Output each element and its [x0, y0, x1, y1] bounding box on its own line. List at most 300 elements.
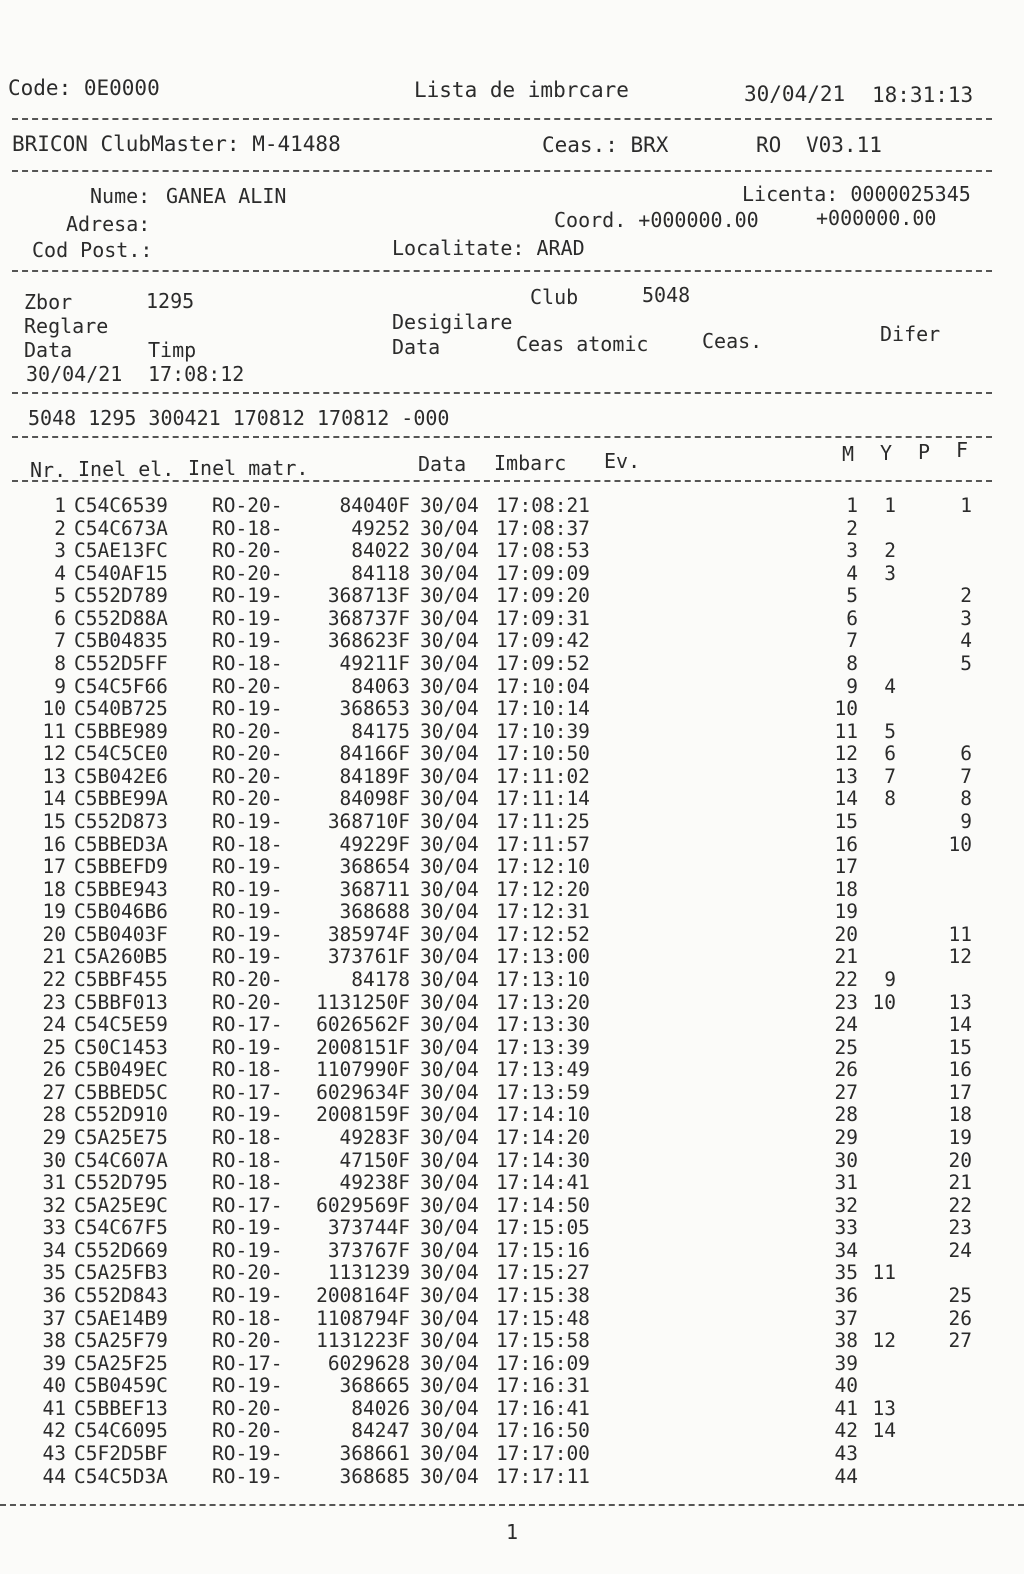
table-row — [0, 1284, 1024, 1306]
row-imbarc: 17:08:53 — [496, 539, 590, 563]
row-nr: 30 — [42, 1148, 66, 1172]
table-row — [0, 1442, 1024, 1464]
row-inel-matr: 84175 — [351, 719, 410, 743]
row-inel-matr: 368685 — [339, 1464, 410, 1488]
version-label: V03.11 — [806, 133, 882, 157]
row-ro: RO-19- — [212, 584, 283, 608]
row-imbarc: 17:11:14 — [496, 787, 590, 811]
row-nr: 26 — [42, 1058, 66, 1082]
col-inel-matr: Inel matr. — [188, 456, 309, 480]
row-imbarc: 17:14:20 — [496, 1125, 590, 1149]
row-ro: RO-20- — [212, 990, 283, 1014]
row-inel-el: C5BBED5C — [74, 1080, 168, 1104]
row-m: 9 — [846, 674, 858, 698]
table-row — [0, 742, 1024, 764]
row-ro: RO-18- — [212, 1125, 283, 1149]
row-f: 13 — [948, 990, 972, 1014]
row-inel-matr: 49283F — [339, 1125, 410, 1149]
row-data: 30/04 — [420, 922, 479, 946]
row-m: 3 — [846, 539, 858, 563]
localitate: Localitate: ARAD — [392, 236, 585, 260]
row-inel-el: C54C5D3A — [74, 1464, 168, 1488]
row-inel-matr: 6029634F — [316, 1080, 410, 1104]
row-m: 38 — [834, 1329, 858, 1353]
row-ro: RO-17- — [212, 1080, 283, 1104]
row-data: 30/04 — [420, 1396, 479, 1420]
divider — [12, 436, 992, 438]
row-m: 28 — [834, 1103, 858, 1127]
region-label: RO — [756, 133, 782, 157]
table-row — [0, 1329, 1024, 1351]
row-m: 42 — [834, 1419, 858, 1443]
row-m: 16 — [834, 832, 858, 856]
row-inel-matr: 49211F — [339, 651, 410, 675]
row-imbarc: 17:10:39 — [496, 719, 590, 743]
table-row — [0, 697, 1024, 719]
table-row — [0, 1058, 1024, 1080]
row-nr: 34 — [42, 1238, 66, 1262]
divider — [12, 170, 992, 172]
adresa-label: Adresa: — [66, 212, 151, 236]
row-f: 1 — [960, 494, 972, 517]
row-m: 29 — [834, 1125, 858, 1149]
row-f: 25 — [948, 1283, 972, 1307]
row-ro: RO-19- — [212, 1035, 283, 1059]
row-m: 27 — [834, 1080, 858, 1104]
row-inel-el: C54C67F5 — [74, 1216, 168, 1240]
table-row — [0, 1036, 1024, 1058]
row-nr: 21 — [42, 945, 66, 969]
table-row — [0, 1239, 1024, 1261]
doc-date: 30/04/21 — [744, 82, 846, 106]
row-m: 15 — [834, 809, 858, 833]
row-imbarc: 17:12:20 — [496, 877, 590, 901]
row-f: 9 — [960, 809, 972, 833]
row-ro: RO-19- — [212, 945, 283, 969]
row-ro: RO-18- — [212, 1171, 283, 1195]
row-data: 30/04 — [420, 1080, 479, 1104]
row-imbarc: 17:15:58 — [496, 1329, 590, 1353]
row-ro: RO-19- — [212, 629, 283, 653]
row-ro: RO-19- — [212, 1464, 283, 1488]
row-inel-matr: 2008151F — [316, 1035, 410, 1059]
row-ro: RO-20- — [212, 1396, 283, 1420]
row-nr: 43 — [42, 1441, 66, 1465]
divider — [12, 270, 992, 272]
row-inel-el: C54C6539 — [74, 494, 168, 517]
row-imbarc: 17:11:57 — [496, 832, 590, 856]
row-nr: 33 — [42, 1216, 66, 1240]
row-nr: 42 — [42, 1419, 66, 1443]
row-inel-matr: 368737F — [327, 606, 410, 630]
row-inel-el: C5A25FB3 — [74, 1261, 168, 1285]
row-inel-matr: 368665 — [339, 1374, 410, 1398]
row-inel-matr: 49238F — [339, 1171, 410, 1195]
row-inel-matr: 1131250F — [316, 990, 410, 1014]
divider — [12, 392, 992, 394]
row-inel-matr: 385974F — [327, 922, 410, 946]
row-data: 30/04 — [420, 1419, 479, 1443]
row-inel-matr: 6029628 — [327, 1351, 410, 1375]
row-ro: RO-20- — [212, 1419, 283, 1443]
doc-code: Code: 0E0000 — [8, 76, 160, 100]
row-inel-el: C54C673A — [74, 516, 168, 540]
row-nr: 29 — [42, 1125, 66, 1149]
row-inel-el: C5BBED3A — [74, 832, 168, 856]
row-imbarc: 17:17:11 — [496, 1464, 590, 1488]
data2-label: Data — [392, 335, 441, 359]
row-nr: 3 — [54, 539, 66, 563]
club-value: 5048 — [642, 283, 691, 307]
row-data: 30/04 — [420, 1441, 479, 1465]
row-nr: 40 — [42, 1374, 66, 1398]
row-m: 5 — [846, 584, 858, 608]
row-m: 26 — [834, 1058, 858, 1082]
row-m: 10 — [834, 697, 858, 721]
row-y: 9 — [884, 967, 896, 991]
row-inel-matr: 2008164F — [316, 1283, 410, 1307]
table-row — [0, 720, 1024, 742]
row-imbarc: 17:09:31 — [496, 606, 590, 630]
data-label: Data — [24, 338, 73, 362]
row-inel-matr: 368688 — [339, 900, 410, 924]
table-row — [0, 878, 1024, 900]
row-data: 30/04 — [420, 787, 479, 811]
row-f: 19 — [948, 1125, 972, 1149]
row-ro: RO-19- — [212, 922, 283, 946]
row-inel-el: C5A260B5 — [74, 945, 168, 969]
row-data: 30/04 — [420, 1329, 479, 1353]
row-imbarc: 17:17:00 — [496, 1441, 590, 1465]
row-data: 30/04 — [420, 1035, 479, 1059]
row-inel-matr: 1131239 — [327, 1261, 410, 1285]
row-data: 30/04 — [420, 1374, 479, 1398]
row-y: 2 — [884, 539, 896, 563]
row-m: 14 — [834, 787, 858, 811]
row-ro: RO-20- — [212, 1329, 283, 1353]
row-inel-matr: 84098F — [339, 787, 410, 811]
row-ro: RO-17- — [212, 1351, 283, 1375]
col-inel-el: Inel el. — [78, 457, 175, 481]
row-ro: RO-18- — [212, 651, 283, 675]
row-m: 7 — [846, 629, 858, 653]
row-nr: 22 — [42, 967, 66, 991]
row-ro: RO-18- — [212, 1306, 283, 1330]
difer-label: Difer — [880, 322, 941, 346]
col-ev: Ev. — [604, 449, 641, 473]
row-imbarc: 17:16:09 — [496, 1351, 590, 1375]
row-inel-el: C5F2D5BF — [74, 1441, 168, 1465]
row-ro: RO-19- — [212, 1238, 283, 1262]
row-m: 18 — [834, 877, 858, 901]
divider — [12, 480, 992, 482]
table-row — [0, 1103, 1024, 1125]
col-f: F — [956, 438, 969, 462]
row-nr: 44 — [42, 1464, 66, 1488]
row-imbarc: 17:15:27 — [496, 1261, 590, 1285]
doc-time: 18:31:13 — [872, 83, 974, 107]
row-inel-el: C5A25E9C — [74, 1193, 168, 1217]
row-f: 17 — [948, 1080, 972, 1104]
row-f: 8 — [960, 787, 972, 811]
row-m: 40 — [834, 1374, 858, 1398]
divider — [12, 118, 992, 120]
row-data: 30/04 — [420, 742, 479, 766]
ceas-atomic-label: Ceas atomic — [516, 332, 649, 356]
row-ro: RO-19- — [212, 900, 283, 924]
row-nr: 6 — [54, 606, 66, 630]
clubmaster-label: BRICON ClubMaster: M-41488 — [12, 132, 341, 156]
row-inel-el: C5B049EC — [74, 1058, 168, 1082]
row-y: 4 — [884, 674, 896, 698]
col-data: Data — [418, 452, 467, 476]
row-inel-matr: 373761F — [327, 945, 410, 969]
row-y: 10 — [872, 990, 896, 1014]
row-y: 13 — [872, 1396, 896, 1420]
row-nr: 13 — [42, 764, 66, 788]
row-data: 30/04 — [420, 1103, 479, 1127]
col-imbarc: Imbarc — [494, 451, 567, 475]
row-nr: 9 — [54, 674, 66, 698]
row-inel-el: C540B725 — [74, 697, 168, 721]
row-imbarc: 17:09:09 — [496, 561, 590, 585]
row-m: 34 — [834, 1238, 858, 1262]
row-inel-el: C54C5E59 — [74, 1013, 168, 1037]
row-inel-el: C540AF15 — [74, 561, 168, 585]
row-data: 30/04 — [420, 1216, 479, 1240]
row-m: 43 — [834, 1441, 858, 1465]
row-inel-matr: 2008159F — [316, 1103, 410, 1127]
desigilare-label: Desigilare — [392, 310, 513, 334]
row-inel-matr: 84022 — [351, 539, 410, 563]
table-row — [0, 945, 1024, 967]
row-inel-matr: 84063 — [351, 674, 410, 698]
row-nr: 36 — [42, 1283, 66, 1307]
reglare-date: 30/04/21 — [26, 362, 123, 386]
club-label: Club — [530, 285, 579, 309]
table-row — [0, 1126, 1024, 1148]
row-y: 3 — [884, 561, 896, 585]
row-inel-el: C5BBEFD9 — [74, 855, 168, 879]
row-data: 30/04 — [420, 1261, 479, 1285]
row-imbarc: 17:16:31 — [496, 1374, 590, 1398]
row-imbarc: 17:08:37 — [496, 516, 590, 540]
row-imbarc: 17:14:10 — [496, 1103, 590, 1127]
row-f: 27 — [948, 1329, 972, 1353]
row-inel-matr: 368654 — [339, 855, 410, 879]
row-data: 30/04 — [420, 719, 479, 743]
row-ro: RO-17- — [212, 1193, 283, 1217]
row-y: 11 — [872, 1261, 896, 1285]
row-data: 30/04 — [420, 1058, 479, 1082]
row-data: 30/04 — [420, 900, 479, 924]
row-inel-el: C552D843 — [74, 1283, 168, 1307]
ceas-label: Ceas.: BRX — [542, 133, 669, 157]
row-ro: RO-19- — [212, 809, 283, 833]
row-m: 41 — [834, 1396, 858, 1420]
row-imbarc: 17:13:20 — [496, 990, 590, 1014]
row-f: 7 — [960, 764, 972, 788]
row-inel-matr: 84118 — [351, 561, 410, 585]
row-ro: RO-17- — [212, 1013, 283, 1037]
row-nr: 20 — [42, 922, 66, 946]
row-nr: 11 — [42, 719, 66, 743]
reglare-time: 17:08:12 — [148, 362, 245, 386]
row-inel-el: C5BBE989 — [74, 719, 168, 743]
row-data: 30/04 — [420, 809, 479, 833]
row-f: 24 — [948, 1238, 972, 1262]
row-m: 17 — [834, 855, 858, 879]
table-row — [0, 629, 1024, 651]
table-row — [0, 855, 1024, 877]
row-m: 19 — [834, 900, 858, 924]
table-row — [0, 900, 1024, 922]
table-row — [0, 584, 1024, 606]
row-inel-matr: 368661 — [339, 1441, 410, 1465]
row-ro: RO-20- — [212, 787, 283, 811]
row-inel-matr: 368653 — [339, 697, 410, 721]
row-inel-el: C5B046B6 — [74, 900, 168, 924]
row-ro: RO-20- — [212, 1261, 283, 1285]
nume-label: Nume: — [90, 184, 151, 208]
row-f: 21 — [948, 1171, 972, 1195]
row-inel-el: C5BBE99A — [74, 787, 168, 811]
divider — [0, 1504, 1024, 1506]
row-y: 5 — [884, 719, 896, 743]
row-ro: RO-18- — [212, 832, 283, 856]
row-nr: 7 — [54, 629, 66, 653]
row-nr: 10 — [42, 697, 66, 721]
row-imbarc: 17:09:20 — [496, 584, 590, 608]
col-p: P — [918, 440, 931, 464]
row-nr: 35 — [42, 1261, 66, 1285]
row-ro: RO-19- — [212, 606, 283, 630]
table-row — [0, 991, 1024, 1013]
table-row — [0, 1465, 1024, 1487]
row-imbarc: 17:11:02 — [496, 764, 590, 788]
row-ro: RO-19- — [212, 1441, 283, 1465]
row-imbarc: 17:16:50 — [496, 1419, 590, 1443]
row-inel-matr: 84166F — [339, 742, 410, 766]
row-inel-el: C5A25F25 — [74, 1351, 168, 1375]
row-inel-el: C552D88A — [74, 606, 168, 630]
row-data: 30/04 — [420, 1171, 479, 1195]
row-ro: RO-20- — [212, 764, 283, 788]
row-inel-el: C5AE13FC — [74, 539, 168, 563]
row-ro: RO-20- — [212, 742, 283, 766]
row-f: 12 — [948, 945, 972, 969]
row-inel-matr: 84026 — [351, 1396, 410, 1420]
row-imbarc: 17:13:30 — [496, 1013, 590, 1037]
row-y: 7 — [884, 764, 896, 788]
row-ro: RO-20- — [212, 719, 283, 743]
row-inel-el: C5A25F79 — [74, 1329, 168, 1353]
row-nr: 41 — [42, 1396, 66, 1420]
row-inel-el: C54C607A — [74, 1148, 168, 1172]
row-y: 1 — [884, 494, 896, 517]
row-ro: RO-19- — [212, 1374, 283, 1398]
table-row — [0, 1397, 1024, 1419]
table-row — [0, 675, 1024, 697]
row-inel-el: C5BBF013 — [74, 990, 168, 1014]
coord2: +000000.00 — [816, 206, 937, 230]
row-data: 30/04 — [420, 764, 479, 788]
row-data: 30/04 — [420, 1125, 479, 1149]
table-row — [0, 517, 1024, 539]
row-ro: RO-19- — [212, 877, 283, 901]
table-row — [0, 1261, 1024, 1283]
table-row — [0, 562, 1024, 584]
row-ro: RO-19- — [212, 855, 283, 879]
row-nr: 1 — [54, 494, 66, 517]
row-y: 12 — [872, 1329, 896, 1353]
row-f: 6 — [960, 742, 972, 766]
row-data: 30/04 — [420, 674, 479, 698]
row-ro: RO-19- — [212, 1216, 283, 1240]
row-inel-el: C5B0403F — [74, 922, 168, 946]
row-inel-el: C552D669 — [74, 1238, 168, 1262]
row-ro: RO-19- — [212, 1103, 283, 1127]
row-inel-matr: 84189F — [339, 764, 410, 788]
row-f: 5 — [960, 651, 972, 675]
row-data: 30/04 — [420, 877, 479, 901]
row-imbarc: 17:13:39 — [496, 1035, 590, 1059]
row-nr: 32 — [42, 1193, 66, 1217]
row-f: 20 — [948, 1148, 972, 1172]
row-data: 30/04 — [420, 651, 479, 675]
row-inel-matr: 84040F — [339, 494, 410, 517]
row-imbarc: 17:13:59 — [496, 1080, 590, 1104]
row-nr: 4 — [54, 561, 66, 585]
row-imbarc: 17:10:14 — [496, 697, 590, 721]
row-inel-matr: 368713F — [327, 584, 410, 608]
row-imbarc: 17:14:41 — [496, 1171, 590, 1195]
code-line: 5048 1295 300421 170812 170812 -000 — [28, 406, 450, 430]
table-row — [0, 1194, 1024, 1216]
table-row — [0, 1149, 1024, 1171]
row-imbarc: 17:10:04 — [496, 674, 590, 698]
row-inel-matr: 49229F — [339, 832, 410, 856]
row-data: 30/04 — [420, 561, 479, 585]
row-nr: 25 — [42, 1035, 66, 1059]
row-inel-el: C5B04835 — [74, 629, 168, 653]
row-f: 4 — [960, 629, 972, 653]
table-row — [0, 833, 1024, 855]
row-nr: 24 — [42, 1013, 66, 1037]
row-data: 30/04 — [420, 1306, 479, 1330]
row-inel-el: C552D5FF — [74, 651, 168, 675]
row-m: 6 — [846, 606, 858, 630]
row-imbarc: 17:13:49 — [496, 1058, 590, 1082]
row-m: 11 — [834, 719, 858, 743]
table-row — [0, 1216, 1024, 1238]
row-inel-el: C5BBF455 — [74, 967, 168, 991]
table-row — [0, 1081, 1024, 1103]
table-row — [0, 1352, 1024, 1374]
row-m: 39 — [834, 1351, 858, 1375]
row-inel-el: C54C5CE0 — [74, 742, 168, 766]
row-m: 25 — [834, 1035, 858, 1059]
licenta: Licenta: 0000025345 — [742, 182, 971, 206]
row-m: 33 — [834, 1216, 858, 1240]
row-imbarc: 17:08:21 — [496, 494, 590, 517]
row-y: 14 — [872, 1419, 896, 1443]
row-nr: 17 — [42, 855, 66, 879]
row-data: 30/04 — [420, 629, 479, 653]
row-imbarc: 17:16:41 — [496, 1396, 590, 1420]
row-imbarc: 17:12:31 — [496, 900, 590, 924]
row-m: 8 — [846, 651, 858, 675]
